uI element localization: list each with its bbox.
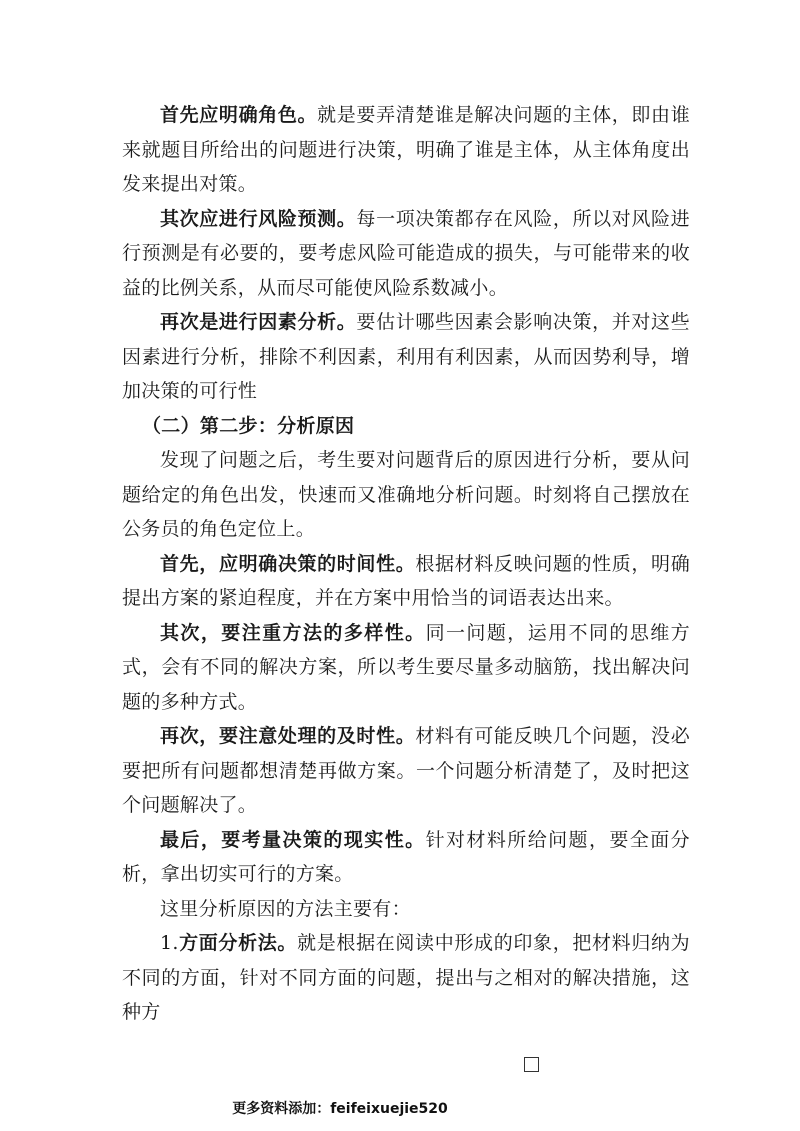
point-prefix: 首先， — [160, 552, 219, 575]
document-body — [122, 98, 690, 1030]
paragraph-intro: 发现了问题之后，考生要对问题背后的原因进行分析，要从问题给定的角色出发，快速而又准确地分析问题。时刻将自己摆放在公务员的角色定位上。 — [122, 449, 690, 540]
paragraph-risk — [122, 202, 690, 306]
footer-contact: 更多资料添加：feifeixuejie520 — [232, 1101, 448, 1117]
section-heading: （二）第二步：分析原因 — [142, 414, 355, 437]
paragraph-text: 每一项决策都存在风险，所以对风险进行预测是有必要的，要考虑风险可能造成的损失，与可能带来的收益的比例关系，从而尽可能使风险系数减小。 — [122, 207, 690, 299]
method-lead: 方面分析法。 — [178, 932, 298, 954]
paragraph-lead: 其次应进行风险预测。 — [160, 207, 357, 230]
paragraph-text: 就是要弄清楚谁是解决问题的主体，即由谁来就题目所给出的问题进行决策，明确了谁是主体，从主体角度出发来提出对策。 — [122, 104, 690, 195]
paragraph-point-time — [122, 547, 690, 616]
paragraph-method-1 — [122, 926, 690, 1030]
point-lead: 要考量决策的现实性。 — [221, 828, 426, 851]
point-prefix: 再次， — [160, 725, 219, 747]
point-prefix: 最后， — [160, 828, 222, 851]
paragraph-point-method — [122, 616, 690, 720]
point-lead: 要注意处理的及时性。 — [218, 725, 416, 747]
point-text: 同一问题，运用不同的思维方式，会有不同的解决方案，所以考生要尽量多动脑筋，找出解决问题的多种方式。 — [122, 621, 690, 713]
paragraph-lead: 再次是进行因素分析。 — [160, 311, 357, 333]
point-lead: 要注重方法的多样性。 — [221, 621, 426, 644]
method-text: 就是根据在阅读中形成的印象，把材料归纳为不同的方面，针对不同方面的问题，提出与之相对的解决措施，这种方 — [122, 932, 690, 1023]
point-text: 针对材料所给问题，要全面分析，拿出切实可行的方案。 — [122, 828, 690, 885]
checkbox-icon — [524, 1057, 539, 1072]
paragraph-methods-intro: 这里分析原因的方法主要有： — [160, 897, 411, 920]
point-lead: 应明确决策的时间性。 — [218, 552, 416, 575]
method-number: 1. — [160, 932, 179, 954]
paragraph-point-reality — [122, 823, 690, 892]
paragraph-text: 要估计哪些因素会影响决策，并对这些因素进行分析，排除不利因素，利用有利因素，从而因势利导，增加决策的可行性 — [122, 311, 690, 402]
point-prefix: 其次， — [160, 621, 222, 644]
paragraph-lead: 首先应明确角色。 — [160, 104, 318, 126]
paragraph-factors — [122, 305, 690, 409]
paragraph-role — [122, 98, 690, 202]
paragraph-point-timeliness — [122, 719, 690, 823]
point-text: 材料有可能反映几个问题，没必要把所有问题都想清楚再做方案。一个问题分析清楚了，及时把这个问题解决了。 — [122, 725, 690, 816]
point-text: 根据材料反映问题的性质，明确提出方案的紧迫程度，并在方案中用恰当的词语表达出来。 — [122, 552, 690, 609]
